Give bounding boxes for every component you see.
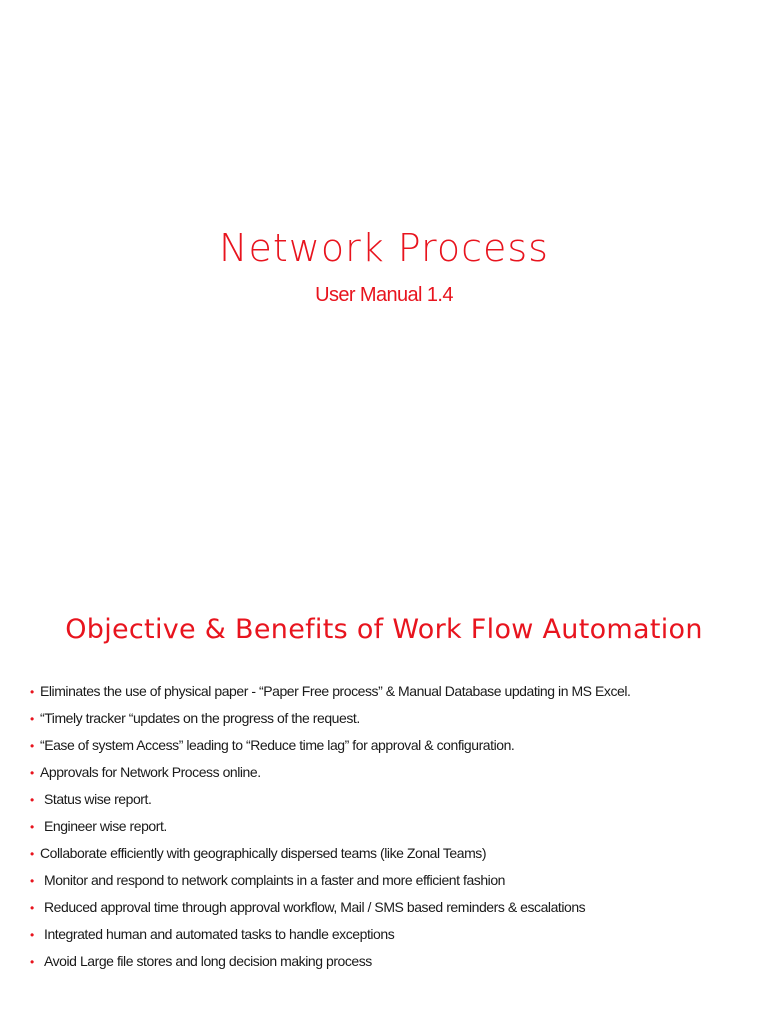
list-item: [30, 759, 750, 786]
list-item: [30, 732, 750, 759]
list-item: [30, 813, 750, 840]
list-item: [30, 786, 750, 813]
bullet-icon: •: [30, 766, 34, 780]
list-item-text: Reduced approval time through approval workflow, Mail / SMS based reminders & escalations: [44, 899, 586, 915]
list-item-text: Status wise report.: [44, 791, 152, 807]
list-item: [30, 894, 750, 921]
bullet-icon: •: [30, 901, 34, 915]
list-item-text: Eliminates the use of physical paper - “Paper Free process” & Manual Database updating in MS Excel.: [40, 683, 631, 699]
list-item: [30, 921, 750, 948]
bullet-icon: •: [30, 928, 34, 942]
objectives-title: Objective & Benefits of Work Flow Automation: [65, 614, 703, 645]
bullet-icon: •: [30, 712, 34, 726]
list-item-text: Collaborate efficiently with geographically dispersed teams (like Zonal Teams): [40, 845, 487, 861]
bullet-icon: •: [30, 685, 34, 699]
list-item: [30, 948, 750, 975]
list-item-text: Integrated human and automated tasks to handle exceptions: [44, 926, 395, 942]
list-item-text: Avoid Large file stores and long decision making process: [44, 953, 372, 969]
list-item: [30, 840, 750, 867]
bullet-icon: •: [30, 955, 34, 969]
list-item-text: “Timely tracker “updates on the progress of the request.: [40, 710, 360, 726]
bullet-icon: •: [30, 847, 34, 861]
bullet-icon: •: [30, 739, 34, 753]
presentation-title: Network Process: [219, 226, 549, 270]
bullet-icon: •: [30, 793, 34, 807]
list-item: [30, 867, 750, 894]
presentation-subtitle: User Manual 1.4: [315, 284, 453, 306]
list-item-text: Engineer wise report.: [44, 818, 167, 834]
list-item-text: Monitor and respond to network complaints in a faster and more efficient fashion: [44, 872, 506, 888]
bullet-icon: •: [30, 820, 34, 834]
list-item-text: “Ease of system Access” leading to “Reduce time lag” for approval & configuration.: [40, 737, 515, 753]
bullet-icon: •: [30, 874, 34, 888]
list-item-text: Approvals for Network Process online.: [40, 764, 261, 780]
benefits-list: [30, 678, 750, 975]
list-item: [30, 705, 750, 732]
objectives-slide: [0, 512, 768, 1024]
list-item: [30, 678, 750, 705]
